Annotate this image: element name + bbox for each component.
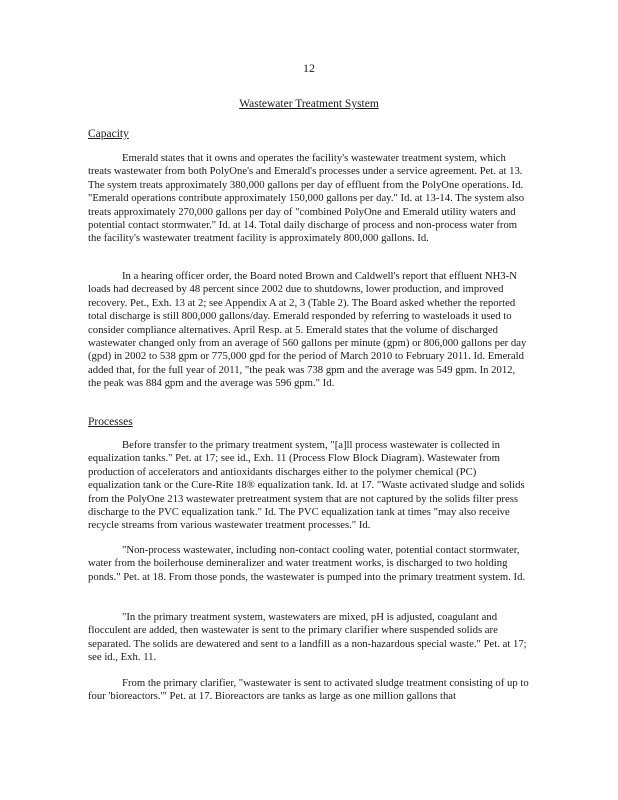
- paragraph: "In the primary treatment system, wastewaters are mixed, pH is adjusted, coagulant and flocculent are added, then wastewater is sent to the primary clarifier where suspended solids are separated. The solids are dewatered and sent to a landfill as a non-hazardous special waste." Pet. at 17; see id., Exh. 11.: [88, 611, 527, 664]
- paragraph: Before transfer to the primary treatment system, "[a]ll process wastewater is collected in equalization tanks." Pet. at 17; see id., Exh. 11 (Process Flow Block Diagram). Wastewater from production of accelerators and antioxidants discharges either to the polymer chemical (PC) equalization tank or the Cure-Rite 18® equalization tank. Id. at 17. "Waste activated sludge and solids from the PolyOne 213 wastewater pretreatment system that are not captured by the solids filter press discharge to the PVC equalization tank." Id. The PVC equalization tank at times "may also receive recycle streams from various wastewater treatment processes." Id.: [88, 439, 525, 532]
- heading-capacity: Capacity: [88, 128, 129, 140]
- paragraph: Emerald states that it owns and operates the facility's wastewater treatment system, which treats wastewater from both PolyOne's and Emerald's processes under a service agreement. Pet. at 13. The system treats approximately 380,000 gallons per day of effluent from the PolyOne operations. Id. "Emerald operations contribute approximately 150,000 gallons per day." Id. at 13-14. The system also treats approximately 270,000 gallons per day of "combined PolyOne and Emerald utility waters and potential contact stormwater." Id. at 14. Total daily discharge of process and non-process water from the facility's wastewater treatment facility is approximately 800,000 gallons. Id.: [88, 152, 525, 245]
- paragraph: In a hearing officer order, the Board noted Brown and Caldwell's report that effluent NH3-N loads had decreased by 48 percent since 2002 due to shutdowns, lower production, and improved recovery. Pet., Exh. 13 at 2; see Appendix A at 2, 3 (Table 2). The Board asked whether the reported total discharge is still 800,000 gallons/day. Emerald responded by referring to wasteloads it used to consider compliance alternatives. April Resp. at 5. Emerald states that the volume of discharged wastewater changed only from an average of 560 gallons per minute (gpm) or 806,000 gallons per day (gpd) in 2002 to 538 gpm or 775,000 gpd for the period of March 2010 to February 2011. Id. Emerald added that, for the full year of 2011, "the peak was 738 gpm and the average was 549 gpm. In 2012, the peak was 884 gpm and the average was 596 gpm." Id.: [88, 270, 527, 390]
- paragraph: "Non-process wastewater, including non-contact cooling water, potential contact stormwater, water from the boilerhouse demineralizer and water treatment works, is discharged to two holding ponds." Pet. at 18. From those ponds, the wastewater is pumped into the primary treatment system. Id.: [88, 544, 526, 583]
- paragraph: From the primary clarifier, "wastewater is sent to activated sludge treatment consisting of up to four 'bioreactors.'" Pet. at 17. Bioreactors are tanks as large as one million gallons that: [88, 677, 529, 703]
- section-title: Wastewater Treatment System: [239, 98, 379, 110]
- page-number: 12: [303, 61, 315, 75]
- heading-processes: Processes: [88, 416, 133, 428]
